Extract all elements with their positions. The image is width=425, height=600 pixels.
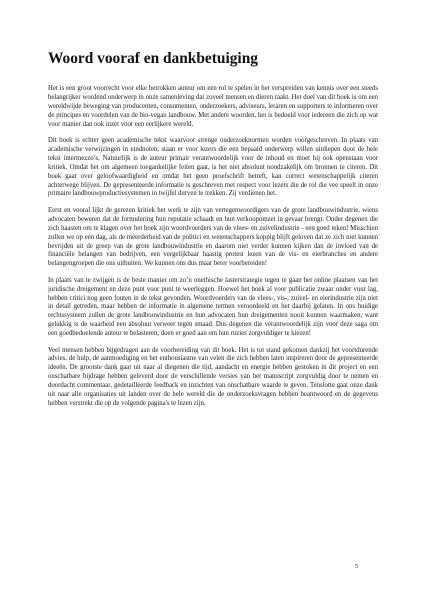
paragraph-response-strategy: In plaats van te zwijgen is de beste manier om zo’n onethische lasterstrategie tegen te gaan het online plaatsen van het juridische dreigement en deze punt voor punt te weerleggen. Hoewel het boek al voor publicatie zwaar onder vuur lag, hebben critici nog geen fouten in de tekst gevonden. Woordvoerders van de vlees-, vis-, zuivel- en eierindustrie zijn niet in detail getreden, maar hebben de informatie in algemene termen veroordeeld en het daarbij gelaten. In ons huidige rechtssysteem zullen de grote landbouwindustrie en hun advocaten hun dreigementen nooit kunnen waarmaken, want gelukkig is de waarheid een absoluut verweer tegen smaad. Dus degenen die verantwoordelijk zijn voor deze saga om een goedbedoelende auteur te belasteren, doen er goed aan om hun ruzies zorgvuldiger te kiezen! [48, 276, 378, 338]
page-number: 5 [355, 563, 359, 570]
body-text [48, 85, 378, 416]
paragraph-intro: Het is een groot voorrecht voor elke betrokken auteur om een rol te spelen in het verspreiden van kennis over een steeds belangrijker wordend onderwerp in onze samenleving dat zoveel mensen en dieren raakt. Het doel van dit boek is om een wereldwijde beweging van producenten, consumenten, onderzoekers, adviseurs, leraren en supporters te informeren over de principes en voordelen van de bio-vegan landbouw. Met andere woorden, het is bedoeld voor iedereen die zich op wat voor manier dan ook inzet voor een eerlijkere wereld. [48, 85, 378, 128]
page-title: Woord vooraf en dankbetuiging [48, 50, 258, 67]
paragraph-acknowledgements: Veel mensen hebben bijgedragen aan de voorbereiding van dit boek. Het is tot stand gekomen dankzij het voortdurende advies, de hulp, de aanmoediging en het enthousiasme van velen die zich hebben laten inspireren door de gepresenteerde ideeën. De grootste dank gaat uit naar al diegenen die tijd, aandacht en energie hebben gestoken in dit project en een onschatbare bijdrage hebben geleverd door de verschillende versies van het manuscript zorgvuldig door te nemen en doordacht commentaar, gedetailleerde feedback en inzichten van onschatbare waarde te geven. Tenslotte gaat onze dank uit naar alle organisaties uit landen over de hele wereld die de onderzoeksvragen hebben beantwoord en de gegevens hebben verstrekt die op de volgende pagina's te lezen zijn. [48, 346, 378, 407]
paragraph-academic-note: Dit boek is echter geen academische tekst waarvoor strenge onderzoeknormen worden voorgeschreven. In plaats van academische verwijzingen in eindnoten, staan er voor lezers die een bepaald onderwerp willen uitdiepen door de hele tekst intermezzo’s. Natuurlijk is de auteur primair verantwoordelijk voor de inhoud en moet hij ook openstaan voor kritiek. Omdat het om algemeen toegankelijke feiten gaat, is het niet absoluut noodzakelijk om bronnen te citeren. Dit boek gaat over geloofwaardigheid en omdat het geen proefschrift betreft, kan correct wetenschappelijk citeren achterwege blijven. De gepresenteerde informatie is geschreven met respect voor lezers die de rol die vee speelt in onze primaire landbouwproductiesystemen in twijfel durven te trekken. Zij verdienen het. [48, 137, 378, 198]
paragraph-criticism: Eerst en vooral lijkt de gerezen kritiek het werk te zijn van vertegenwoordigers van de grote landbouwindustrie, wiens advocaten beweren dat de formulering hun reputatie schaadt en hun verkoopomzet in gevaar brengt. Onder degenen die zich haasten om te klagen over het boek zijn woordvoerders van de vlees- en zuivelindustrie - een goed teken! Misschien zullen we op een dag, als de meerderheid van de politici en wetenschappers koppig blijft geloven dat ze zich niet kunnen bevrijden uit de greep van de grote landbouwindustrie en daarom niet verder kunnen kijken dan de invloed van de financiële belangen van bedrijven, een vergelijkbaar haastig protest lezen van de vis- en eierbranches en andere belangengroepen die ons uitbuiten. We kunnen ons dus maar beter voorbereiden! [48, 206, 378, 268]
